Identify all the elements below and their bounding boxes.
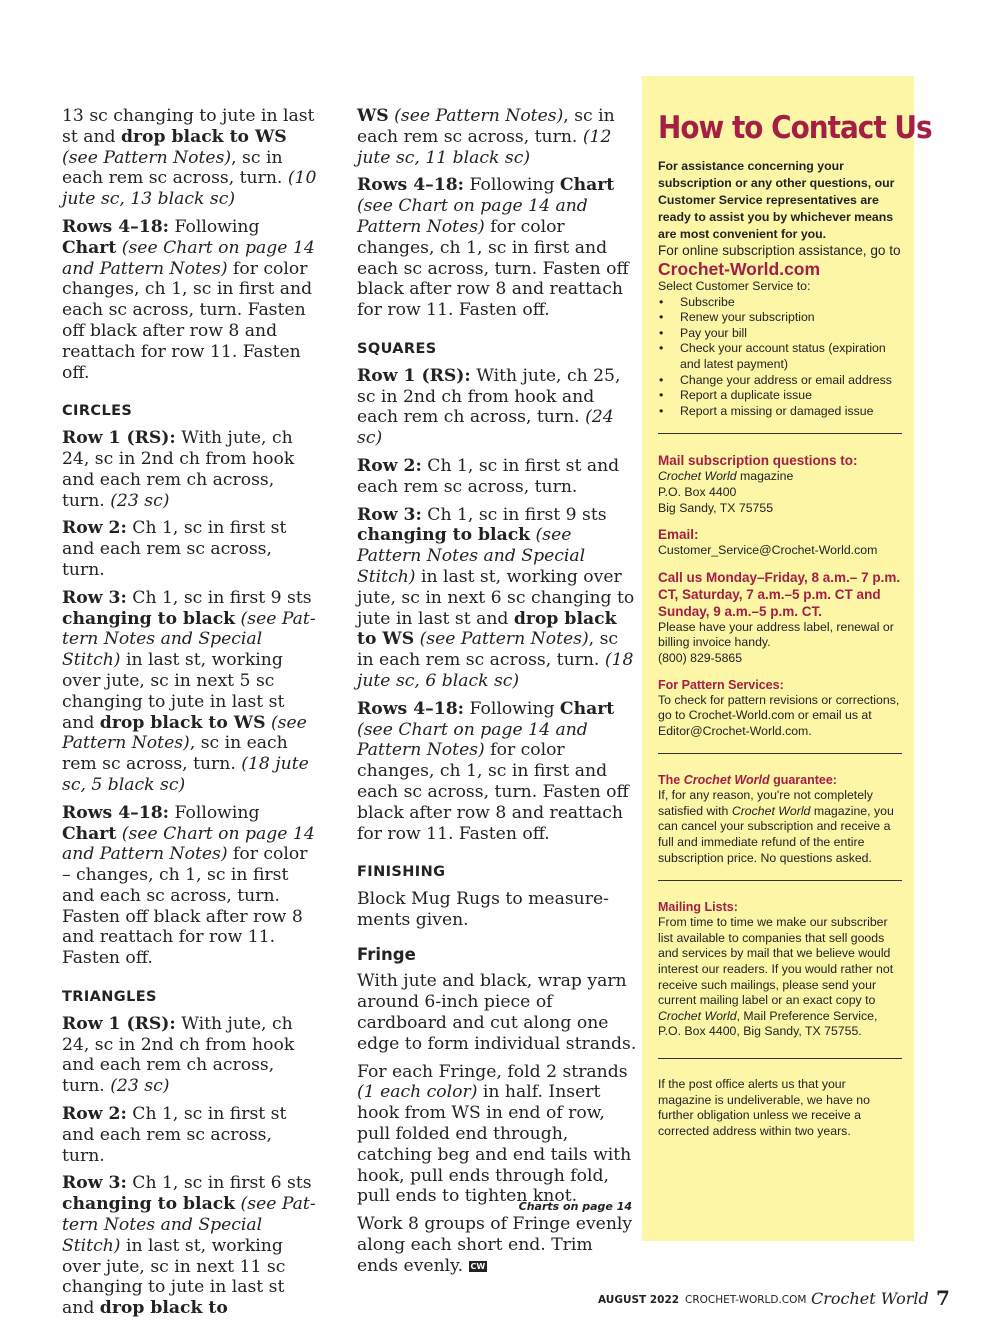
bold-text: Row 1 (RS):: [62, 428, 176, 449]
page-footer: [0, 1288, 999, 1312]
italic-text: Crochet World: [658, 1008, 737, 1023]
italic-text: (see Chart on page 14 and Pattern Notes): [357, 196, 588, 237]
mail-city: Big Sandy, TX 75755: [658, 500, 774, 515]
post-office-text: If the post office alerts us that your magazine is undeliverable, we have no further obligation unless we receive a corrected address within two years.: [658, 1077, 870, 1138]
italic-text: (see Chart on page 14 and Pattern Notes): [357, 719, 588, 761]
paragraph: [357, 505, 639, 692]
list-item: • Subscribe: [680, 295, 902, 311]
text: Following: [464, 175, 560, 196]
paragraph: [357, 106, 639, 168]
italic-text: (1 each color): [357, 1082, 478, 1103]
paragraph: [62, 803, 318, 969]
text: If, for any reason, you're not completely satisfied with: [658, 788, 873, 818]
list-item: • Renew your subscription: [680, 310, 902, 326]
text: Following: [464, 698, 560, 719]
phone-number: (800) 829-5865: [658, 650, 743, 665]
mail-magazine: [658, 469, 902, 485]
paragraph: [62, 217, 318, 383]
section-heading-triangles: TRIANGLES: [62, 989, 157, 1006]
list-item: • Pay your bill: [680, 326, 902, 342]
text: Work 8 groups of Fringe evenly along each short end. Trim ends evenly.: [357, 1214, 633, 1276]
mail-box: P.O. Box 4400: [658, 484, 737, 499]
service-list: [658, 295, 902, 420]
divider: [658, 753, 902, 754]
italic-text: (10 jute sc, 13 black sc): [62, 168, 317, 210]
bold-text: drop black to WS: [357, 608, 617, 650]
text: Ch 1, sc in first st and each rem sc across, turn.: [62, 1104, 287, 1166]
text: Ch 1, sc in first 9 sts: [421, 504, 607, 525]
paragraph: [62, 588, 318, 796]
section-heading-squares: SQUARES: [357, 340, 437, 357]
bold-text: Rows 4–18:: [62, 802, 170, 823]
bold-text: Row 3:: [357, 504, 422, 525]
text: for color changes, ch 1, sc in first and each sc across, turn. Fasten off black after row 8 and reattach for row 11. Fasten off.: [62, 258, 313, 383]
italic-text: (18 jute sc, 6 black sc): [357, 650, 634, 691]
text: magazine, you can cancel your subscription and receive a full and immediate refund of the entire subscription price. No questions asked.: [658, 803, 894, 865]
paragraph: [357, 699, 639, 845]
end-mark-icon: CW: [470, 1261, 486, 1271]
text: for color changes, ch 1, sc in first and each sc across, turn. Fasten off black after row 8 and reattach for row 11. Fasten off.: [357, 740, 629, 844]
paragraph: [62, 1014, 318, 1097]
email-heading: Email:: [658, 527, 699, 543]
text: in half. Insert hook from WS in end of row, pull folded end through, catching beg and end tails with hook, pull ends through fold, pull ends to tighten knot.: [357, 1082, 632, 1207]
paragraph: [357, 1062, 639, 1208]
text: 13 sc changing to jute in last st and: [62, 106, 315, 147]
text: guarantee:: [769, 773, 837, 788]
italic-text: (see Pattern Notes): [62, 712, 307, 754]
text: in last st, working over jute, sc in next 11 sc changing to jute in last st and: [62, 1235, 286, 1319]
sidebar-intro: For assistance concerning your subscription or any other questions, our Customer Service representatives are ready to assist you by whichever means are most convenient for you.: [658, 159, 895, 241]
section-heading-finishing: FINISHING: [357, 864, 446, 881]
text: Following: [169, 216, 260, 237]
bold-text: Rows 4–18:: [357, 698, 465, 719]
bold-text: Row 2:: [62, 518, 127, 539]
pattern-column-middle: [357, 106, 639, 1284]
text: With jute, ch 24, sc in 2nd ch from hook and each rem ch across, turn.: [62, 428, 295, 511]
text: The: [658, 773, 684, 788]
bold-text: Chart: [559, 698, 615, 719]
website-link[interactable]: Crochet-World.com: [658, 259, 821, 279]
paragraph: [357, 1214, 639, 1276]
text: magazine: [736, 469, 794, 484]
italic-text: (18 jute sc, 5 black sc): [62, 754, 309, 795]
text: With jute, ch 25, sc in 2nd ch from hook and each rem ch across, turn.: [357, 365, 621, 428]
bold-text: changing to black: [357, 525, 531, 546]
text: for color – changes, ch 1, sc in first and each sc across, turn. Fasten off black after row 8 and reattach for row 11. Fasten off.: [62, 844, 308, 969]
text: From time to time we make our subscriber list available to companies that sell goods and services by mail that we believe would interest our readers. If you would rather not receive such mailings, please send your current mailing label or an exact copy to: [658, 915, 894, 1008]
paragraph: [357, 366, 639, 449]
online-lead: For online subscription assistance, go to: [658, 243, 901, 258]
italic-text: Crochet World: [683, 773, 770, 788]
italic-text: (see Chart on page 14 and Pattern Notes): [62, 823, 315, 865]
bold-text: Row 3:: [62, 1173, 127, 1194]
italic-text: (see Pattern Notes): [414, 629, 589, 650]
bold-text: drop black to WS: [99, 712, 266, 733]
italic-text: (24 sc): [357, 407, 614, 449]
bold-text: Rows 4–18:: [357, 175, 465, 196]
divider: [658, 1058, 902, 1059]
italic-text: (23 sc): [110, 490, 170, 511]
list-item: • Change your address or email address: [680, 373, 902, 389]
mail-heading: Mail subscription questions to:: [658, 453, 858, 469]
sidebar-title: How to Contact Us: [658, 110, 932, 146]
page-number: 7: [936, 1286, 950, 1310]
text: Following: [169, 802, 260, 823]
bold-text: Rows 4–18:: [62, 216, 170, 237]
divider: [658, 433, 902, 434]
contact-sidebar-content: [658, 108, 932, 1139]
text: , sc in each rem sc across, turn.: [62, 147, 288, 189]
magazine-name: Crochet World: [811, 1289, 929, 1308]
bold-text: Row 3:: [62, 587, 127, 608]
mailing-lists-text: [658, 915, 902, 1040]
italic-text: (see Pat-tern Notes and Special Stitch): [62, 1194, 316, 1256]
italic-text: (23 sc): [110, 1076, 170, 1097]
italic-text: (see Chart on page 14 and Pattern Notes): [62, 237, 315, 279]
pattern-services-heading: For Pattern Services:: [658, 677, 784, 692]
text: For each Fringe, fold 2 strands: [357, 1061, 628, 1082]
italic-text: (see Pattern Notes): [388, 106, 564, 126]
issue-date: AUGUST 2022: [598, 1294, 680, 1306]
paragraph: [357, 456, 639, 498]
text: Ch 1, sc in first st and each rem sc across, turn.: [62, 518, 287, 580]
email-address[interactable]: Customer_Service@Crochet-World.com: [658, 543, 878, 558]
guarantee-text: [658, 788, 902, 866]
footer-website: CROCHET-WORLD.COM: [685, 1294, 807, 1306]
paragraph: [357, 175, 639, 321]
bold-text: Row 1 (RS):: [62, 1013, 176, 1034]
text: , sc in each rem sc across, turn.: [357, 106, 615, 147]
bold-text: Row 1 (RS):: [357, 365, 471, 386]
paragraph: [62, 1104, 318, 1166]
italic-text: (see Pattern Notes and Special Stitch): [357, 525, 586, 587]
italic-text: Crochet World: [658, 469, 737, 484]
paragraph: Block Mug Rugs to measure-ments given.: [357, 889, 609, 930]
italic-text: Crochet World: [731, 803, 811, 818]
paragraph: [62, 428, 318, 511]
mailing-lists-heading: Mailing Lists:: [658, 900, 738, 915]
charts-reference: Charts on page 14: [518, 1200, 632, 1213]
subheading-fringe: Fringe: [357, 944, 416, 964]
section-heading-circles: CIRCLES: [62, 403, 133, 420]
bold-text: Chart: [62, 237, 117, 258]
text: in last st, working over jute, sc in next 6 sc changing to jute in last st and: [357, 566, 635, 629]
italic-text: (see Pattern Notes): [62, 147, 232, 168]
guarantee-heading: [658, 772, 902, 788]
italic-text: (see Pat-tern Notes and Special Stitch): [62, 608, 316, 671]
bold-text: drop black to WS: [120, 126, 287, 147]
pattern-services-text: To check for pattern revisions or corrections, go to Crochet-World.com or email us at Editor@Crochet-World.com.: [658, 692, 900, 738]
text: With jute, ch 24, sc in 2nd ch from hook and each rem ch across, turn.: [62, 1013, 295, 1097]
paragraph: [62, 106, 318, 210]
text: Ch 1, sc in first st and each rem sc across, turn.: [357, 455, 620, 497]
bold-text: changing to black: [62, 1194, 236, 1215]
bold-text: Row 2:: [62, 1104, 127, 1125]
text: for color changes, ch 1, sc in first and each sc across, turn. Fasten off black after row 8 and reattach for row 11. Fasten off.: [357, 216, 629, 321]
bold-text: WS: [357, 106, 389, 126]
list-item: • Check your account status (expiration and latest payment): [680, 341, 902, 372]
text: Ch 1, sc in first 6 sts: [126, 1173, 312, 1194]
list-item: • Report a missing or damaged issue: [680, 404, 902, 420]
italic-text: (12 jute sc, 11 black sc): [357, 126, 612, 168]
bold-text: changing to black: [62, 608, 236, 629]
call-heading: Call us Monday–Friday, 8 a.m.– 7 p.m. CT, Saturday, 7 a.m.–5 p.m. CT and Sunday, 9 a.m.–5 p.m. CT.: [658, 569, 901, 619]
bold-text: Chart: [62, 823, 117, 844]
text: , Mail Preference Service, P.O. Box 4400, Big Sandy, TX 75755.: [658, 1008, 878, 1039]
text: , sc in each rem sc across, turn.: [357, 629, 619, 671]
bold-text: Chart: [559, 175, 615, 196]
pattern-column-left: [62, 106, 318, 1326]
paragraph: [62, 518, 318, 580]
list-item: • Report a duplicate issue: [680, 388, 902, 404]
call-text: Please have your address label, renewal or billing invoice handy.: [658, 619, 894, 650]
bold-text: Row 2:: [357, 455, 422, 476]
text: , sc in each rem sc across, turn.: [62, 733, 288, 775]
select-text: Select Customer Service to:: [658, 279, 811, 293]
paragraph: With jute and black, wrap yarn around 6-inch piece of cardboard and cut along one edge to form individual strands.: [357, 971, 637, 1054]
text: Ch 1, sc in first 9 sts: [126, 587, 312, 608]
divider: [658, 880, 902, 881]
text: in last st, working over jute, sc in next 5 sc changing to jute in last st and: [62, 650, 285, 733]
bold-text: drop black to: [99, 1298, 228, 1319]
